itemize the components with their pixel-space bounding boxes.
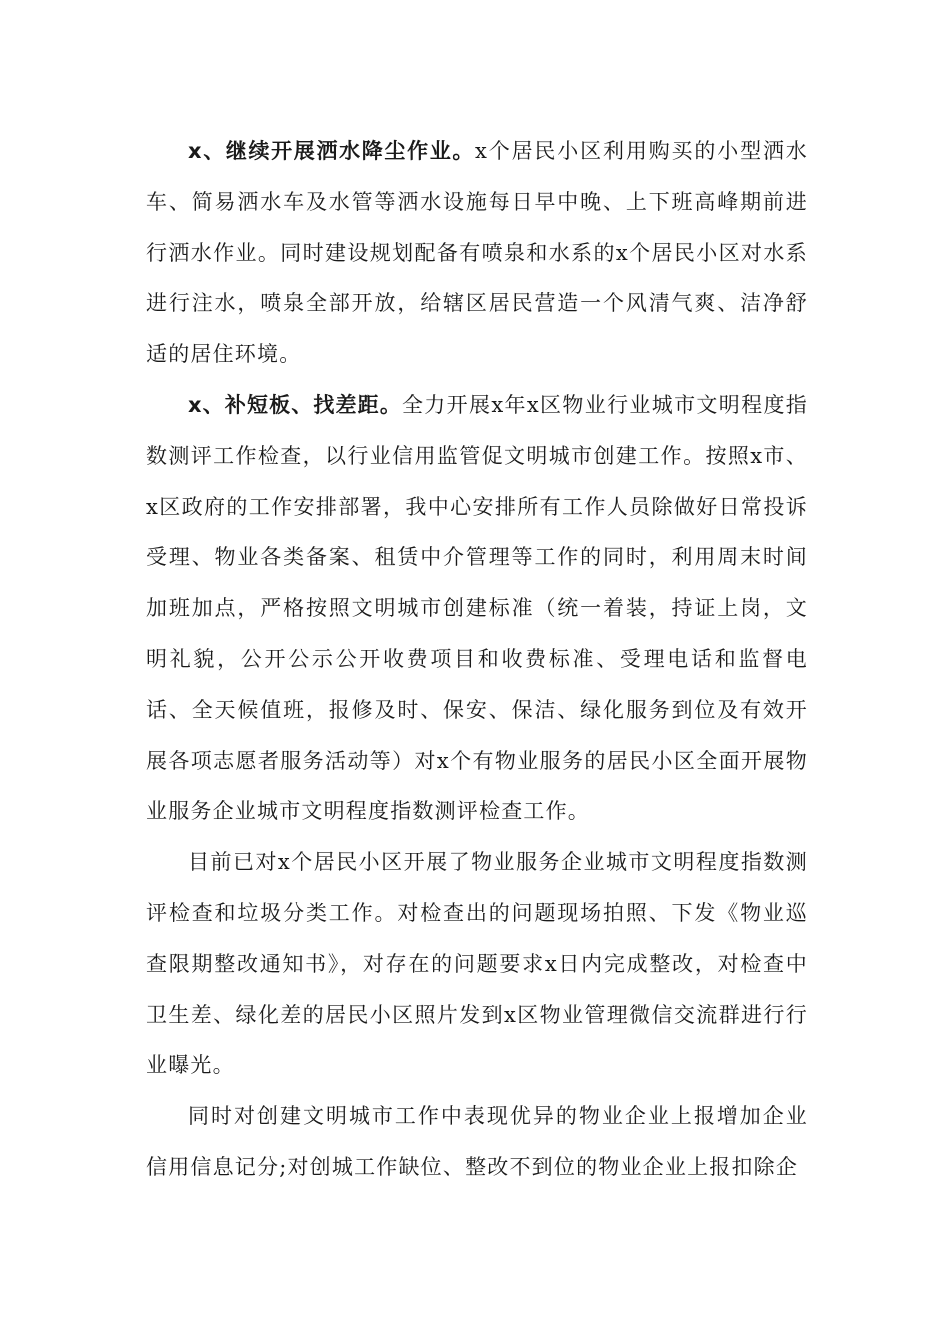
- paragraph-body: 目前已对x个居民小区开展了物业服务企业城市文明程度指数测评检查和垃圾分类工作。对检查出的问题现场拍照、下发《物业巡查限期整改通知书》，对存在的问题要求x日内完成整改，对检查中卫生差、绿化差的居民小区照片发到x区物业管理微信交流群进行行业曝光。: [146, 850, 808, 1078]
- document-page: [146, 126, 808, 1193]
- paragraph-body: 全力开展x年x区物业行业城市文明程度指数测评工作检查，以行业信用监管促文明城市创建工作。按照x市、x区政府的工作安排部署，我中心安排所有工作人员除做好日常投诉受理、物业各类备案、租赁中介管理等工作的同时，利用周末时间加班加点，严格按照文明城市创建标准（统一着装，持证上岗，文明礼貌，公开公示公开收费项目和收费标准、受理电话和监督电话、全天候值班，报修及时、保安、保洁、绿化服务到位及有效开展各项志愿者服务活动等）对x个有物业服务的居民小区全面开展物业服务企业城市文明程度指数测评检查工作。: [146, 392, 808, 824]
- paragraph-body: x个居民小区利用购买的小型洒水车、简易洒水车及水管等洒水设施每日早中晚、上下班高峰期前进行洒水作业。同时建设规划配备有喷泉和水系的x个居民小区对水系进行注水，喷泉全部开放，给辖区居民营造一个风清气爽、洁净舒适的居住环境。: [146, 139, 809, 367]
- paragraph-shortcomings: [146, 380, 808, 837]
- paragraph-heading: x、继续开展洒水降尘作业。: [188, 139, 476, 163]
- paragraph-body: 同时对创建文明城市工作中表现优异的物业企业上报增加企业信用信息记分;对创城工作缺位、整改不到位的物业企业上报扣除企: [146, 1104, 808, 1179]
- paragraph-sprinkling: [146, 126, 808, 380]
- paragraph-heading: x、补短板、找差距。: [188, 392, 402, 417]
- paragraph-credit-scoring: [146, 1091, 808, 1193]
- paragraph-inspection-progress: [146, 837, 808, 1091]
